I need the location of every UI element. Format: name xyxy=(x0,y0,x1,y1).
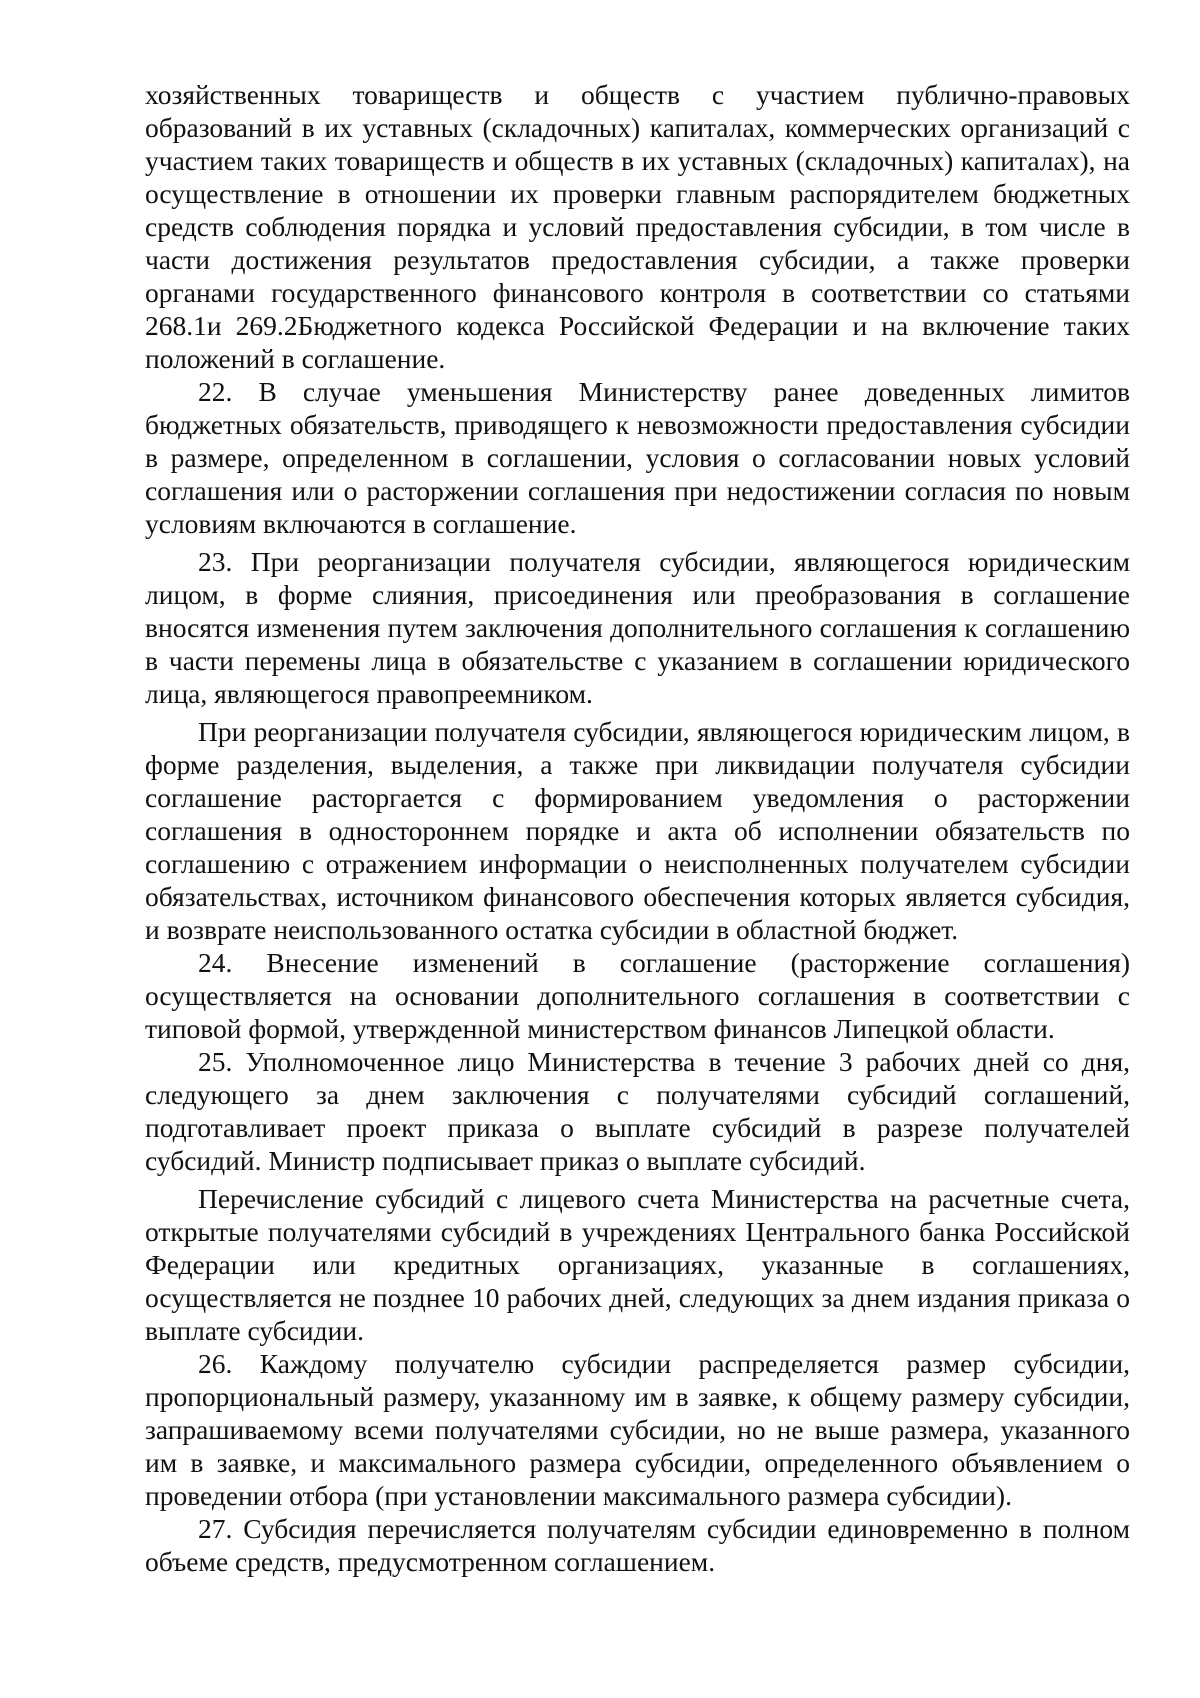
paragraph-23-continued: При реорганизации получателя субсидии, являющегося юридическим лицом, в форме разделения, выделения, а также при ликвидации получателя субсидии соглашение расторгается с формированием уведомления о расторжении соглашения в одностороннем порядке и акта об исполнении обязательств по соглашению с отражением информации о неисполненных получателем субсидии обязательствах, источником финансового обеспечения которых является субсидия, и возврате неиспользованного остатка субсидии в областной бюджет. xyxy=(145,716,1130,945)
paragraph-27: 27. Субсидия перечисляется получателям субсидии единовременно в полном объеме средств, предусмотренном соглашением. xyxy=(145,1513,1130,1577)
paragraph-22: 22. В случае уменьшения Министерству ранее доведенных лимитов бюджетных обязательств, приводящего к невозможности предоставления субсидии в размере, определенном в соглашении, условия о согласовании новых условий соглашения или о расторжении соглашения при недостижении согласия по новым условиям включаются в соглашение. xyxy=(145,376,1130,539)
paragraph-continuation: хозяйственных товариществ и обществ с участием публично-правовых образований в их уставных (складочных) капиталах, коммерческих организаций с участием таких товариществ и обществ в их уставных (складочных) капиталах), на осуществление в отношении их проверки главным распорядителем бюджетных средств соблюдения порядка и условий предоставления субсидии, в том числе в части достижения результатов предоставления субсидии, а также проверки органами государственного финансового контроля в соответствии со статьями 268.1и 269.2Бюджетного кодекса Российской Федерации и на включение таких положений в соглашение. xyxy=(145,79,1130,374)
paragraph-25-continued: Перечисление субсидий с лицевого счета Министерства на расчетные счета, открытые получателями субсидий в учреждениях Центрального банка Российской Федерации или кредитных организациях, указанные в соглашениях, осуществляется не позднее 10 рабочих дней, следующих за днем издания приказа о выплате субсидии. xyxy=(145,1183,1130,1346)
paragraph-23: 23. При реорганизации получателя субсидии, являющегося юридическим лицом, в форме слияния, присоединения или преобразования в соглашение вносятся изменения путем заключения дополнительного соглашения к соглашению в части перемены лица в обязательстве с указанием в соглашении юридического лица, являющегося правопреемником. xyxy=(145,546,1130,709)
paragraph-24: 24. Внесение изменений в соглашение (расторжение соглашения) осуществляется на основании дополнительного соглашения в соответствии с типовой формой, утвержденной министерством финансов Липецкой области. xyxy=(145,947,1130,1044)
document-body xyxy=(145,78,1130,1578)
paragraph-26: 26. Каждому получателю субсидии распределяется размер субсидии, пропорциональный размеру, указанному им в заявке, к общему размеру субсидии, запрашиваемому всеми получателями субсидии, но не выше размера, указанного им в заявке, и максимального размера субсидии, определенного объявлением о проведении отбора (при установлении максимального размера субсидии). xyxy=(145,1348,1130,1511)
paragraph-25: 25. Уполномоченное лицо Министерства в течение 3 рабочих дней со дня, следующего за днем заключения с получателями субсидий соглашений, подготавливает проект приказа о выплате субсидий в разрезе получателей субсидий. Министр подписывает приказ о выплате субсидий. xyxy=(145,1046,1130,1176)
